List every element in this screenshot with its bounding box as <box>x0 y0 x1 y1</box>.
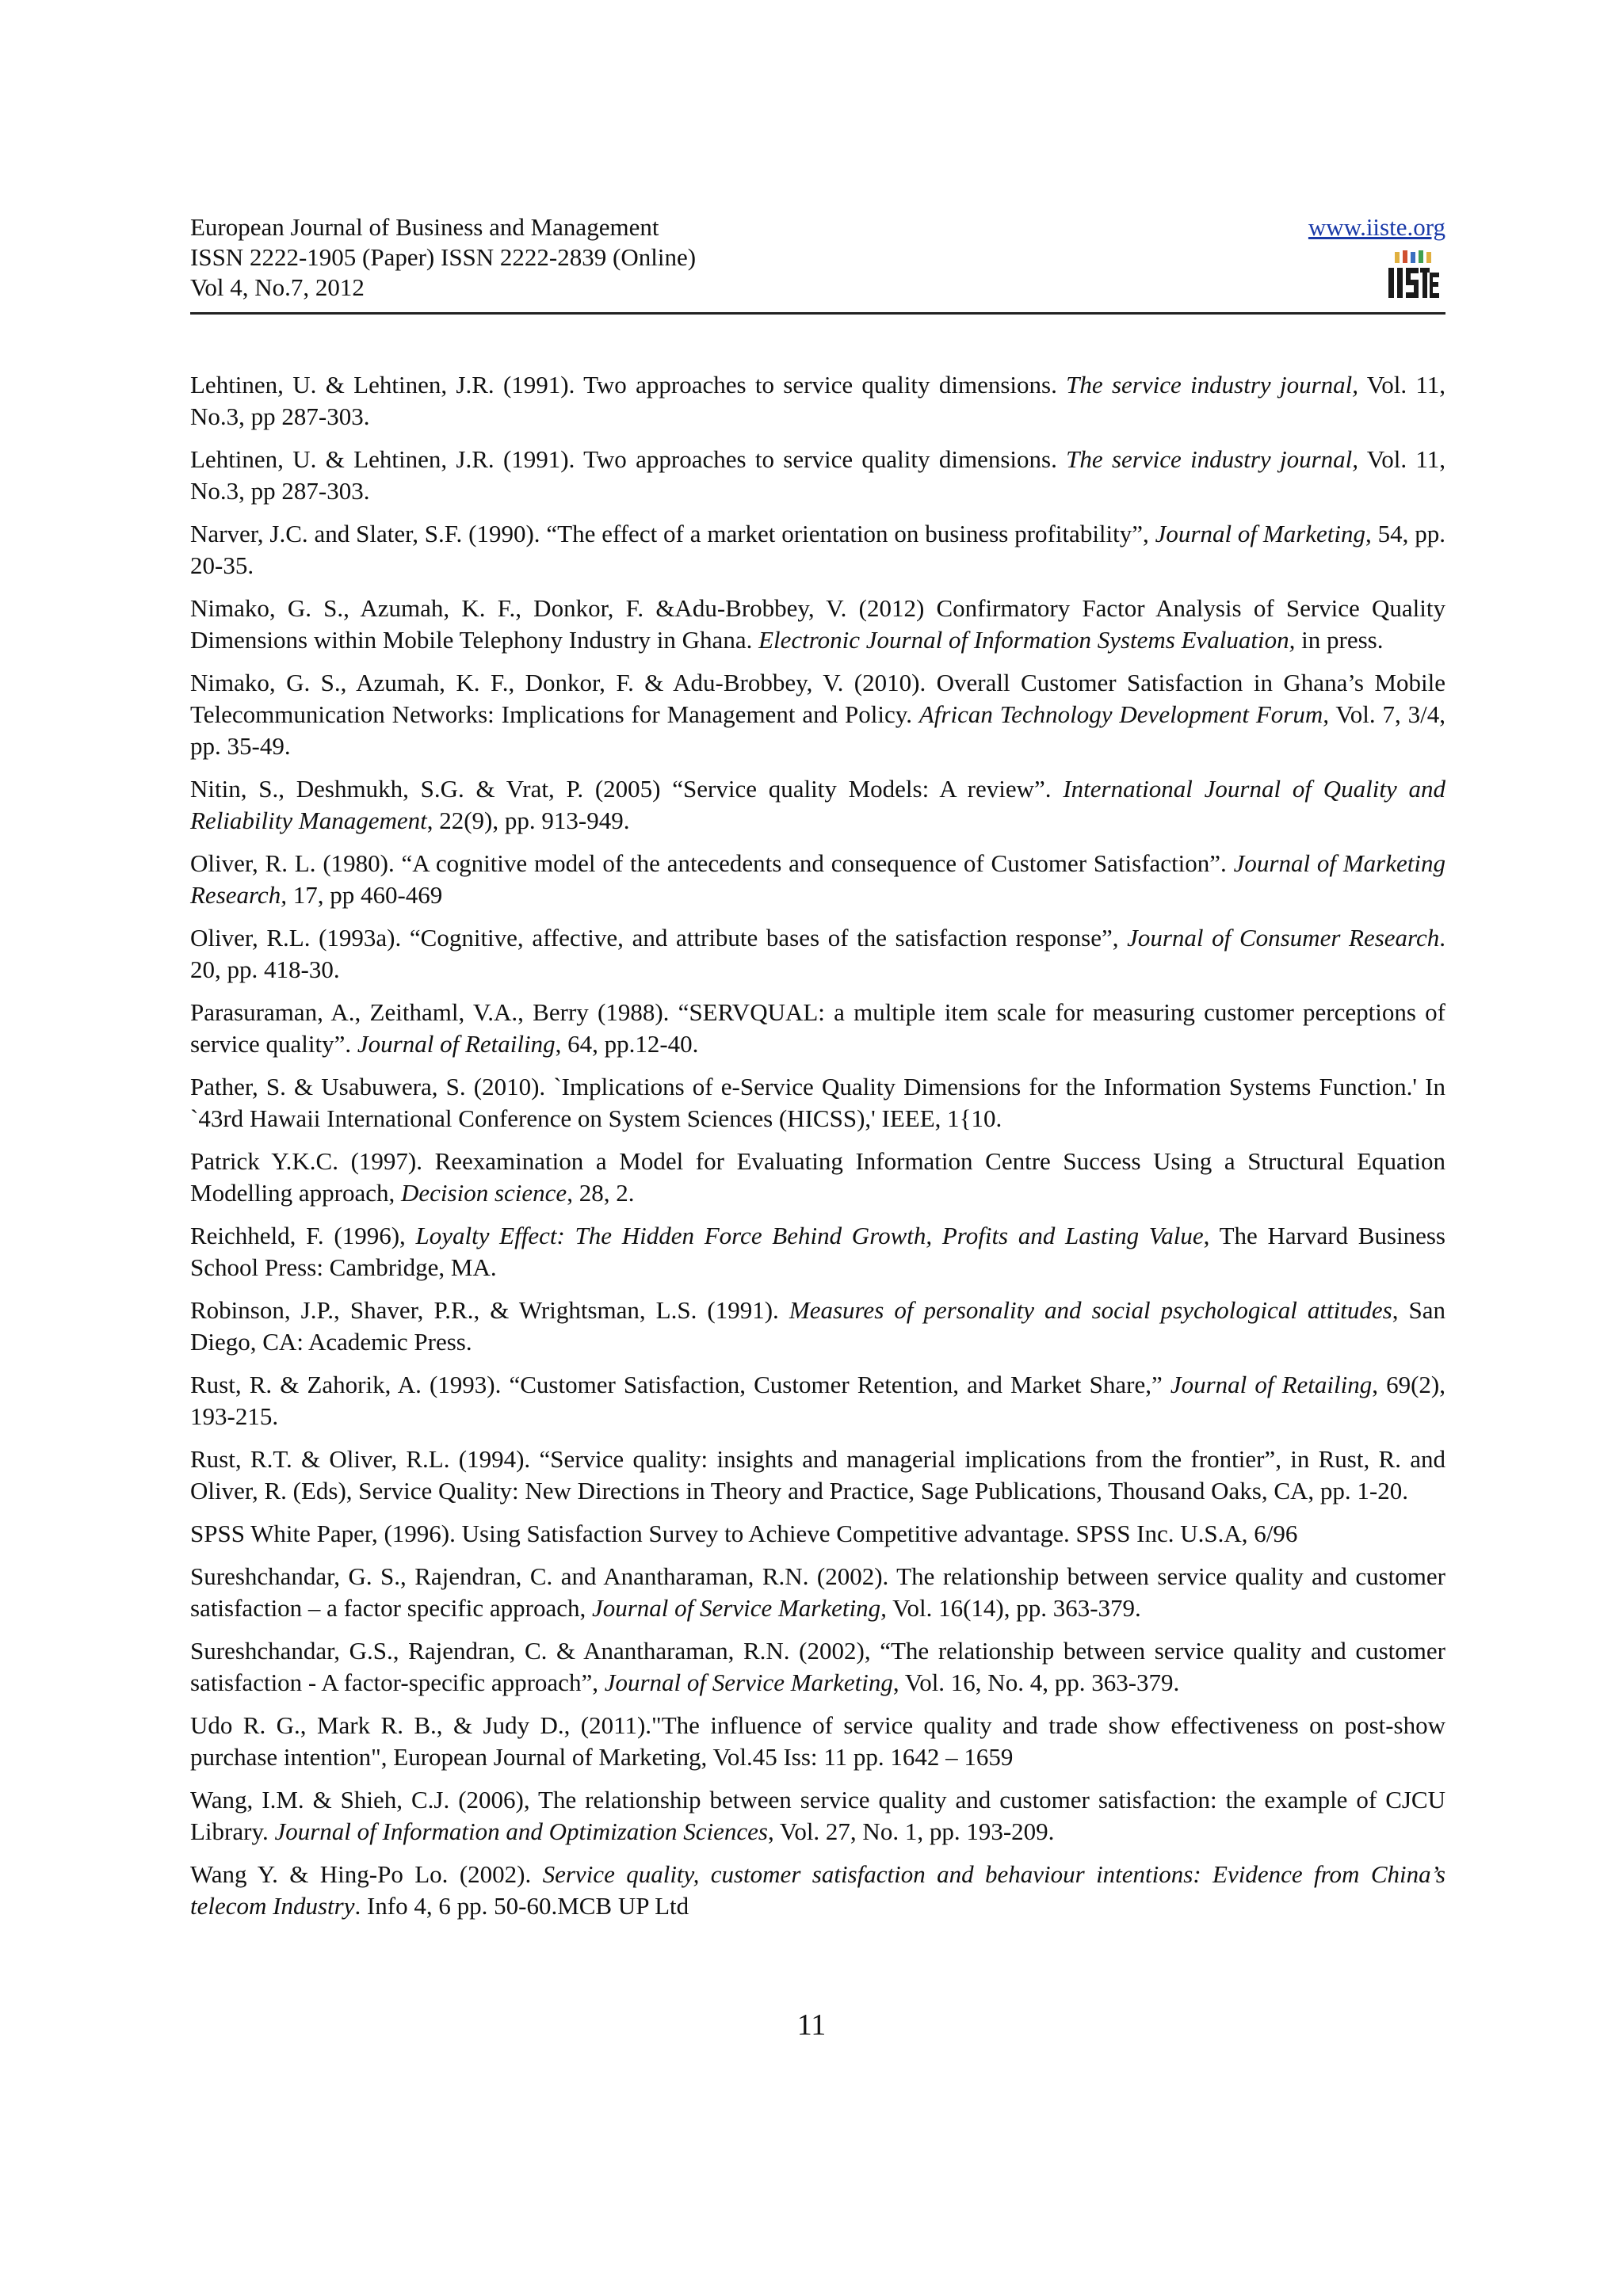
reference-segment: , 69(2), 193-215. <box>190 1371 1445 1430</box>
reference-segment: Pather, S. & Usabuwera, S. (2010). `Implications of e-Service Quality Dimensions for the Information Systems Function.' In `43rd Hawaii International Conference on System Sciences (HICSS),' IEEE, 1{10. <box>190 1073 1445 1132</box>
reference-segment: Journal of Service Marketing <box>604 1669 893 1696</box>
reference-segment: Vol. 7, 3/4, pp. 35-49. <box>190 700 1445 760</box>
volume-line: Vol 4, No.7, 2012 <box>190 273 365 301</box>
reference-segment: Oliver, R.L. (1993a). “Cognitive, affective, and attribute bases of the satisfaction response”, <box>190 924 1128 952</box>
reference-segment: Reichheld, F. (1996), <box>190 1222 416 1249</box>
reference-entry <box>190 593 1445 656</box>
reference-segment: Measures of personality and social psychological attitudes <box>789 1296 1392 1324</box>
reference-entry <box>190 997 1445 1060</box>
reference-segment: Loyalty Effect: The Hidden Force Behind Growth, Profits and Lasting Value <box>415 1222 1204 1249</box>
reference-segment: Narver, J.C. and Slater, S.F. (1990). “The effect of a market orientation on business profitability”, <box>190 520 1155 547</box>
reference-entry <box>190 1146 1445 1209</box>
reference-segment: . Info 4, 6 pp. 50-60.MCB UP Ltd <box>354 1892 689 1920</box>
issn-line: ISSN 2222-1905 (Paper) ISSN 2222-2839 (Online) <box>190 243 697 271</box>
reference-segment: Robinson, J.P., Shaver, P.R., & Wrightsman, L.S. (1991). <box>190 1296 789 1324</box>
reference-entry <box>190 369 1445 433</box>
reference-segment: Parasuraman, A., Zeithaml, V.A., Berry (1988). “SERVQUAL: a multiple item scale for measuring customer perceptions of service quality”. <box>190 998 1445 1058</box>
reference-entry <box>190 1295 1445 1358</box>
reference-segment: , 28, 2. <box>567 1179 635 1207</box>
reference-segment: Lehtinen, U. & Lehtinen, J.R. (1991). Two approaches to service quality dimensions. <box>190 371 1067 399</box>
reference-segment: , Vol. 16, No. 4, pp. 363-379. <box>892 1669 1180 1696</box>
journal-info <box>190 212 696 303</box>
reference-entry <box>190 848 1445 911</box>
page-number: 11 <box>796 2008 827 2042</box>
reference-segment: Nimako, G. S., Azumah, K. F., Donkor, F. &Adu-Brobbey, V. (2012) Confirmatory Factor Analysis of Service Quality Dimensions within Mobile Telephony Industry in Ghana. <box>190 594 1445 654</box>
reference-entry <box>190 518 1445 582</box>
reference-segment: African Technology Development Forum, <box>918 700 1329 728</box>
reference-entry <box>190 667 1445 762</box>
reference-segment: SPSS White Paper, (1996). Using Satisfaction Survey to Achieve Competitive advantage. SPSS Inc. U.S.A, 6/96 <box>190 1520 1298 1547</box>
reference-entry <box>190 1220 1445 1283</box>
reference-segment: Journal of Retailing <box>1170 1371 1373 1398</box>
reference-segment: , San Diego, CA: Academic Press. <box>190 1296 1446 1356</box>
iiste-logo-icon <box>1385 249 1441 301</box>
reference-segment: Nitin, S., Deshmukh, S.G. & Vrat, P. (2005) “Service quality Models: A review”. <box>190 775 1064 803</box>
reference-segment: , Vol. 27, No. 1, pp. 193-209. <box>767 1817 1055 1845</box>
reference-segment: Decision science <box>401 1179 567 1207</box>
reference-segment: International Journal of Quality and Reliability Management <box>190 775 1445 834</box>
reference-entry <box>190 1710 1445 1773</box>
reference-segment: Journal of Marketing <box>1155 520 1366 547</box>
reference-segment: . 20, pp. 418-30. <box>190 924 1445 983</box>
reference-entry <box>190 1635 1445 1699</box>
reference-segment: Sureshchandar, G.S., Rajendran, C. & Anantharaman, R.N. (2002), “The relationship between service quality and customer satisfaction - A factor-specific approach”, <box>190 1637 1445 1696</box>
reference-entry <box>190 444 1445 507</box>
reference-segment: The service industry journal, <box>1066 371 1359 399</box>
journal-title: European Journal of Business and Management <box>190 213 659 241</box>
reference-segment: Journal of Retailing <box>357 1030 556 1058</box>
reference-segment: Wang Y. & Hing-Po Lo. (2002). <box>190 1860 543 1888</box>
reference-entry <box>190 1369 1445 1432</box>
reference-segment: Udo R. G., Mark R. B., & Judy D., (2011)."The influence of service quality and trade show effectiveness on post-show purchase intention", European Journal of Marketing, Vol.45 Iss: 11 pp. 1642 – 1659 <box>190 1711 1445 1771</box>
reference-segment: Journal of Marketing Research, <box>190 849 1445 909</box>
reference-segment: Service quality, customer satisfaction and behaviour intentions: Evidence from China’s telecom Industry <box>190 1860 1445 1920</box>
reference-segment: Vol. 11, No.3, pp 287-303. <box>190 445 1445 505</box>
reference-segment: in press. <box>1295 626 1384 654</box>
reference-entry <box>190 1518 1445 1550</box>
reference-segment: Vol. 16(14), pp. 363-379. <box>886 1594 1141 1622</box>
website-link[interactable]: www.iiste.org <box>1308 213 1445 241</box>
reference-segment: Journal of Consumer Research <box>1127 924 1440 952</box>
reference-entry <box>190 1444 1445 1507</box>
reference-entry <box>190 1561 1445 1624</box>
reference-segment: Patrick Y.K.C. (1997). Reexamination a Model for Evaluating Information Centre Success Using a Structural Equation Modelling approach, <box>190 1147 1445 1207</box>
reference-segment: Lehtinen, U. & Lehtinen, J.R. (1991). Two approaches to service quality dimensions. <box>190 445 1067 473</box>
reference-segment: , 54, pp. 20-35. <box>190 520 1446 579</box>
reference-segment: Wang, I.M. & Shieh, C.J. (2006), The relationship between service quality and customer satisfaction: the example of CJCU Library. <box>190 1786 1445 1845</box>
references-list <box>190 369 1445 1933</box>
reference-segment: 17, pp 460-469 <box>286 881 443 909</box>
reference-segment: Journal of Information and Optimization Sciences <box>274 1817 768 1845</box>
reference-segment: , 22(9), pp. 913-949. <box>426 807 630 834</box>
reference-segment: , 64, pp.12-40. <box>555 1030 699 1058</box>
reference-entry <box>190 1859 1445 1922</box>
reference-segment: Vol. 11, No.3, pp 287-303. <box>190 371 1445 430</box>
reference-segment: The service industry journal, <box>1066 445 1359 473</box>
page-header <box>190 212 1445 314</box>
reference-segment: Rust, R.T. & Oliver, R.L. (1994). “Service quality: insights and managerial implications from the frontier”, in Rust, R. and Oliver, R. (Eds), Service Quality: New Directions in Theory and Practice, Sage Publications, Thousand Oaks, CA, pp. 1-20. <box>190 1445 1445 1505</box>
reference-segment: Sureshchandar, G. S., Rajendran, C. and Anantharaman, R.N. (2002). The relationship between service quality and customer satisfaction – a factor specific approach, <box>190 1562 1445 1622</box>
reference-segment: Oliver, R. L. (1980). “A cognitive model of the antecedents and consequence of Customer Satisfaction”. <box>190 849 1234 877</box>
reference-entry <box>190 773 1445 837</box>
reference-segment: Journal of Service Marketing, <box>591 1594 887 1622</box>
reference-entry <box>190 1071 1445 1135</box>
reference-segment: Nimako, G. S., Azumah, K. F., Donkor, F. & Adu-Brobbey, V. (2010). Overall Customer Satisfaction in Ghana’s Mobile Telecommunication Networks: Implications for Management and Policy. <box>190 669 1445 728</box>
reference-segment: Electronic Journal of Information Systems Evaluation, <box>758 626 1296 654</box>
header-divider <box>190 312 1445 315</box>
reference-segment: , The Harvard Business School Press: Cambridge, MA. <box>190 1222 1445 1281</box>
reference-entry <box>190 922 1445 986</box>
reference-segment: Rust, R. & Zahorik, A. (1993). “Customer Satisfaction, Customer Retention, and Market Share,” <box>190 1371 1170 1398</box>
reference-entry <box>190 1784 1445 1848</box>
